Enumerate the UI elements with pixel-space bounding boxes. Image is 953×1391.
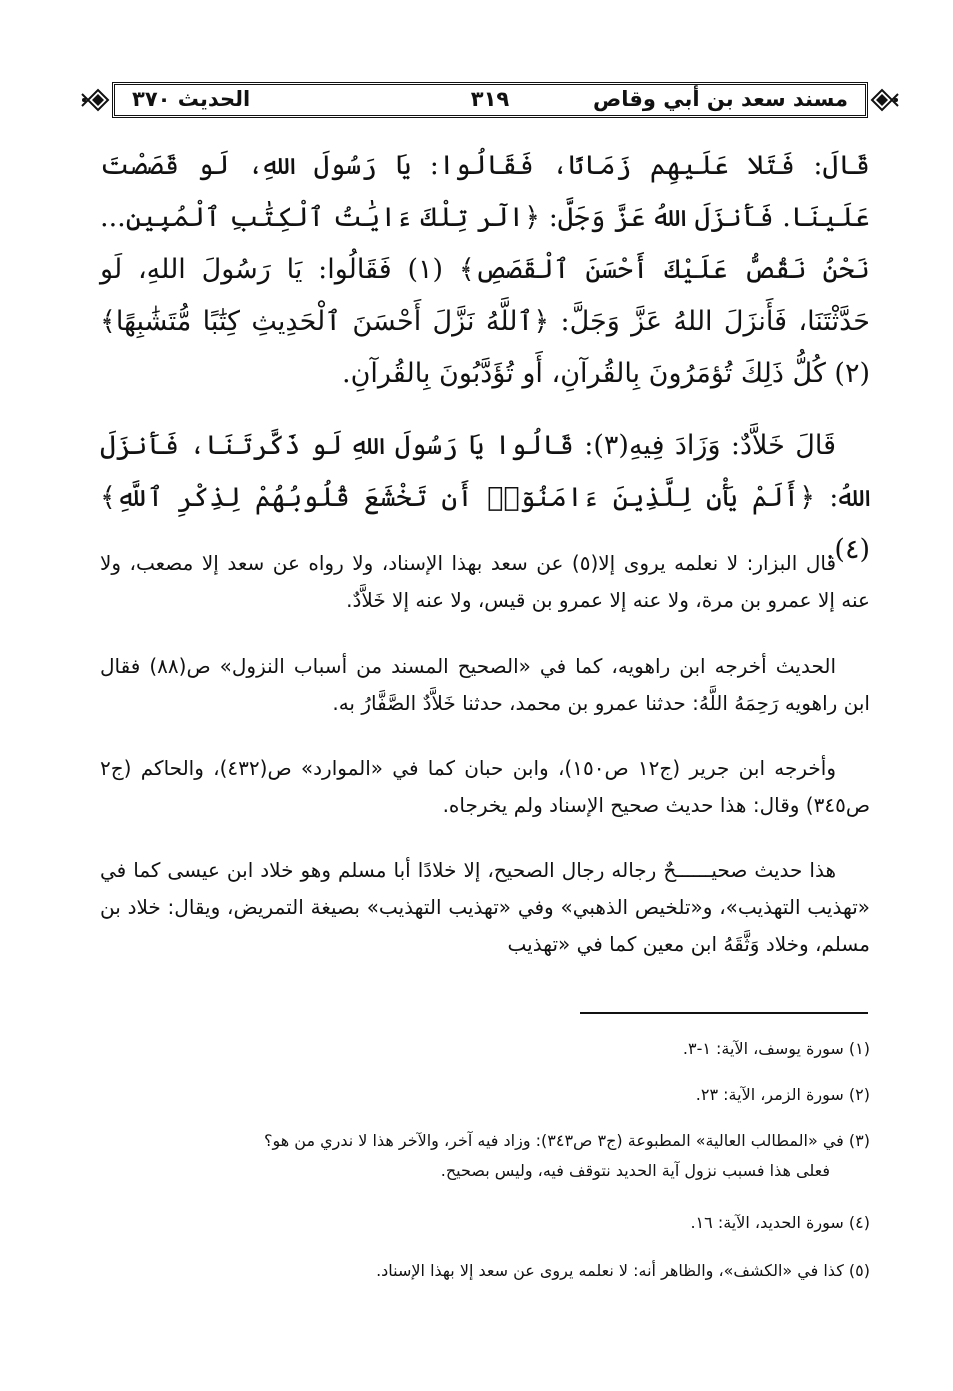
paragraph-takhrij-rahawayh: الحديث أخرجه ابن راهويه، كما في «الصحيح المسند من أسباب النزول» ص(٨٨) فقال ابن راهويه رَحِمَهُ اللَّهُ: حدثنا عمرو بن محمد، حدثنا خَلاَّدٌ الصَّفَّارُ به. <box>100 654 870 715</box>
footnote-divider <box>580 1012 868 1014</box>
footnote-3 <box>100 1126 870 1186</box>
paragraph-takhrij-others: وأخرجه ابن جرير (ج١٢ ص١٥٠)، وابن حبان كما في «الموارد» ص(٤٣٢)، والحاكم (ج٢ ص٣٤٥) وقال: هذا حديث صحيح الإسناد ولم يخرجاه. <box>100 756 870 817</box>
footnote-3-line-1: (٣) في «المطالب العالية» المطبوعة (ج٣ ص٣٤٣): وزاد فيه آخر، والآخر هذا لا ندري من هو؟ <box>263 1131 870 1150</box>
footnote-1: (١) سورة يوسف، الآية: ١-٣. <box>682 1039 870 1058</box>
footnote-5: (٥) كذا في «الكشف»، والظاهر أنه: لا نعلمه يروى عن سعد إلا بهذا الإسناد. <box>376 1261 870 1280</box>
paragraph-hadith-text: قَالَ: فَتَلا عَلَيهِم زَمَانًا، فَقَالُوا: يَا رَسُولَ اللهِ، لَو قَصَصْتَ عَلَينَا. فَأَنزَلَ اللهُ عَزَّ وَجَلَّ: ﴿الٓر تِلْكَ ءَايَٰتُ ٱلْكِتَٰبِ ٱلْمُبِينِ... نَحْنُ نَقُصُّ عَلَيْكَ أَحْسَنَ ٱلْقَصَصِ﴾ (١) فَقَالُوا: يَا رَسُولَ اللهِ، لَو حَدَّثْتَنَا، فَأَنزَلَ اللهُ عَزَّ وَجَلَّ: ﴿ٱللَّهُ نَزَّلَ أَحْسَنَ ٱلْحَدِيثِ كِتَٰبًا مُّتَشَٰبِهًا﴾ (٢) كُلُّ ذَلِكَ تُؤمَرُونَ بِالقُرآنِ، أَو تُؤَدَّبُونَ بِالقُرآنِ. <box>100 150 870 389</box>
ornament-right-icon <box>870 84 900 116</box>
page-header <box>80 78 900 122</box>
book-title: مسند سعد بن أبي وقاص <box>592 87 848 111</box>
footnote-4: (٤) سورة الحديد، الآية: ١٦. <box>690 1213 870 1232</box>
paragraph-grading: هذا حديث صحيــــــحٌ رجاله رجال الصحيح، إلا خلادًا أبا مسلم وهو خلاد ابن عيسى كما في «تهذيب التهذيب»، و«تلخيص الذهبي» وفي «تهذيب التهذيب» بصيغة التمريض، ويقال: خلاد بن مسلم، وخلاد وَثَّقَهُ ابن معين كما في «تهذيب <box>100 858 870 956</box>
ornament-left-icon <box>80 84 110 116</box>
paragraph-khallad-addition: قَالَ خَلاَّدٌ: وَزَادَ فِيهِ(٣): قَالُوا يَا رَسُولَ اللهِ لَو ذَكَّرتَنَا، فَأَنزَلَ اللهُ: ﴿أَلَمْ يَأْنِ لِلَّذِينَ ءَامَنُوٓا۟ أَن تَخْشَعَ قُلُوبُهُمْ لِذِكْرِ ٱللَّهِ﴾ (٤). <box>100 430 870 565</box>
page-number: ٣١٩ <box>470 87 510 111</box>
footnote-2: (٢) سورة الزمر، الآية: ٢٣. <box>695 1085 870 1104</box>
hadith-number: الحديث ٣٧٠ <box>132 87 251 111</box>
footnote-3-line-2: فعلى هذا فسبب نزول آية الحديد نتوقف فيه، وليس بصحيح. <box>440 1161 830 1180</box>
paragraph-bazzar-comment: قال البزار: لا نعلمه يروى إلا(٥) عن سعد بهذا الإسناد، ولا رواه عن سعد إلا مصعب، ولا عنه إلا عمرو بن مرة، ولا عنه إلا عمرو بن قيس، ولا عنه إلا خَلاَّدٌ. <box>100 551 870 612</box>
